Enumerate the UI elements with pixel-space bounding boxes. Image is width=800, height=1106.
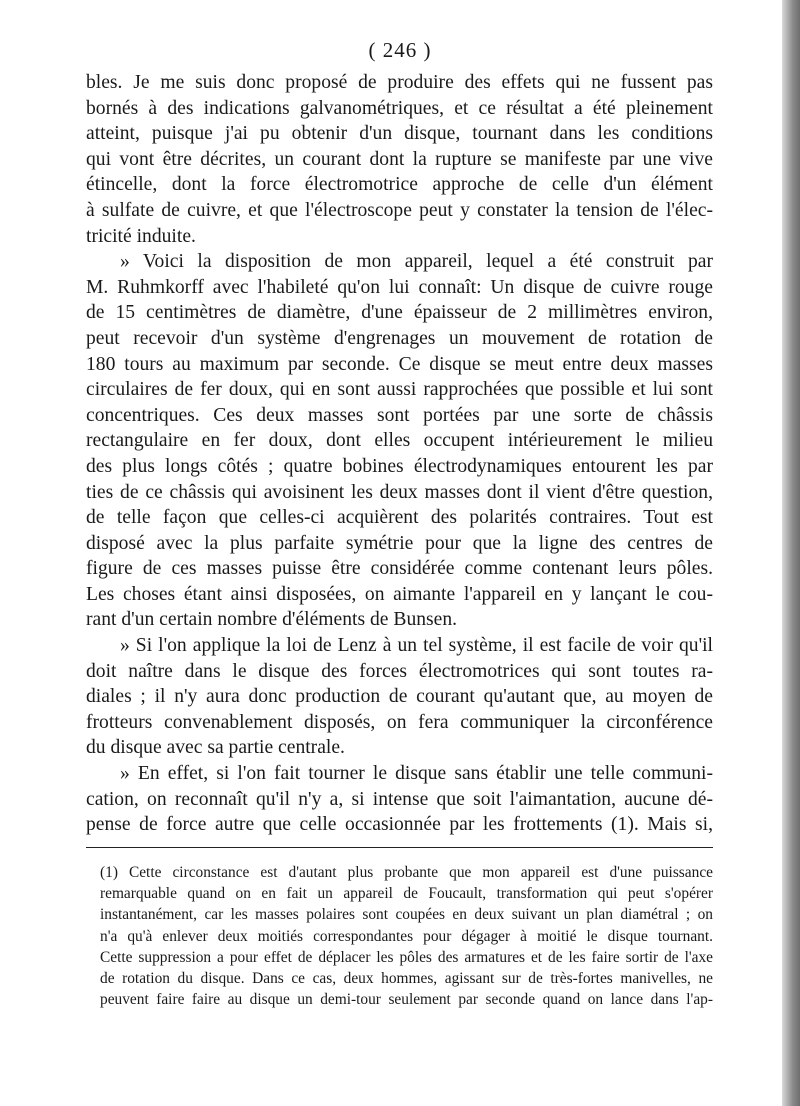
footnote-line: Cette suppression a pour effet de déplacer les pôles des armatures et de les faire sortir de l'axe — [100, 948, 713, 966]
page-edge-shadow — [782, 0, 800, 1106]
body-line: peut recevoir d'un système d'engrenages un mouvement de rotation de — [86, 327, 713, 349]
body-line: M. Ruhmkorff avec l'habileté qu'on lui connaît: Un disque de cuivre rouge — [86, 276, 713, 298]
body-line: diales ; il n'y aura donc production de courant qu'autant que, au moyen de — [86, 686, 713, 708]
body-line: circulaires de fer doux, qui en sont aussi rapprochées que possible et lui sont — [86, 379, 713, 401]
body-text — [86, 70, 713, 838]
body-line: qui vont être décrites, un courant dont la rupture se manifeste par une vive — [86, 148, 713, 170]
footnote — [100, 862, 713, 1010]
footnote-line: n'a qu'à enlever deux moitiés correspondantes pour dégager à moitié le disque tournant. — [100, 927, 713, 945]
body-line: » Voici la disposition de mon appareil, lequel a été construit par — [120, 251, 713, 273]
page-number: ( 246 ) — [368, 38, 432, 62]
body-line: Les choses étant ainsi disposées, on aimante l'appareil en y lançant le cou- — [86, 583, 713, 605]
body-line: à sulfate de cuivre, et que l'électroscope peut y constater la tension de l'élec- — [86, 199, 713, 221]
body-line: des plus longs côtés ; quatre bobines électrodynamiques entourent les par — [86, 455, 713, 477]
footnote-rule — [86, 847, 713, 848]
body-line: étincelle, dont la force électromotrice approche de celle d'un élément — [86, 174, 713, 196]
body-line: » Si l'on applique la loi de Lenz à un tel système, il est facile de voir qu'il — [120, 635, 713, 657]
body-line: doit naître dans le disque des forces électromotrices qui sont toutes ra- — [86, 660, 713, 682]
footnote-line: remarquable quand on en fait un appareil de Foucault, transformation qui peut s'opérer — [100, 885, 713, 903]
body-line: rectangulaire en fer doux, dont elles occupent intérieurement le milieu — [86, 430, 713, 452]
body-line: 180 tours au maximum par seconde. Ce disque se meut entre deux masses — [86, 353, 713, 375]
body-line: cation, on reconnaît qu'il n'y a, si intense que soit l'aimantation, aucune dé- — [86, 788, 713, 810]
body-line: bles. Je me suis donc proposé de produire des effets qui ne fussent pas — [86, 72, 713, 93]
body-line: » En effet, si l'on fait tourner le disque sans établir une telle communi- — [120, 763, 713, 785]
body-line: disposé avec la plus parfaite symétrie pour que la ligne des centres de — [86, 532, 713, 554]
footnote-line: peuvent faire faire au disque un demi-tour seulement par seconde quand on lance dans l'ap- — [100, 991, 713, 1009]
body-line: concentriques. Ces deux masses sont portées par une sorte de châssis — [86, 404, 713, 426]
footnote-line: (1) Cette circonstance est d'autant plus probante que mon appareil est d'une puissance — [100, 864, 713, 881]
body-line: frotteurs convenablement disposés, on fera communiquer la circonférence — [86, 711, 713, 733]
footnote-line: instantanément, car les masses polaires sont coupées en deux suivant un plan diamétral ; on — [100, 906, 713, 924]
body-line: tricité induite. — [86, 225, 196, 247]
body-line: rant d'un certain nombre d'éléments de Bunsen. — [86, 609, 458, 631]
body-line: de telle façon que celles-ci acquièrent des polarités contraires. Tout est — [86, 507, 713, 529]
body-line: atteint, puisque j'ai pu obtenir d'un disque, tournant dans les conditions — [86, 123, 713, 145]
footnote-line: de rotation du disque. Dans ce cas, deux hommes, agissant sur de très-fortes manivelles, ne — [100, 969, 713, 987]
body-line: pense de force autre que celle occasionnée par les frottements (1). Mais si, — [86, 814, 713, 836]
body-line: de 15 centimètres de diamètre, d'une épaisseur de 2 millimètres environ, — [86, 302, 713, 324]
body-line: figure de ces masses puisse être considérée comme contenant leurs pôles. — [86, 558, 713, 580]
body-line: du disque avec sa partie centrale. — [86, 737, 345, 759]
body-line: bornés à des indications galvanométriques, et ce résultat a été pleinement — [86, 97, 713, 119]
body-line: ties de ce châssis qui avoisinent les deux masses dont il vient d'être question, — [86, 481, 713, 503]
